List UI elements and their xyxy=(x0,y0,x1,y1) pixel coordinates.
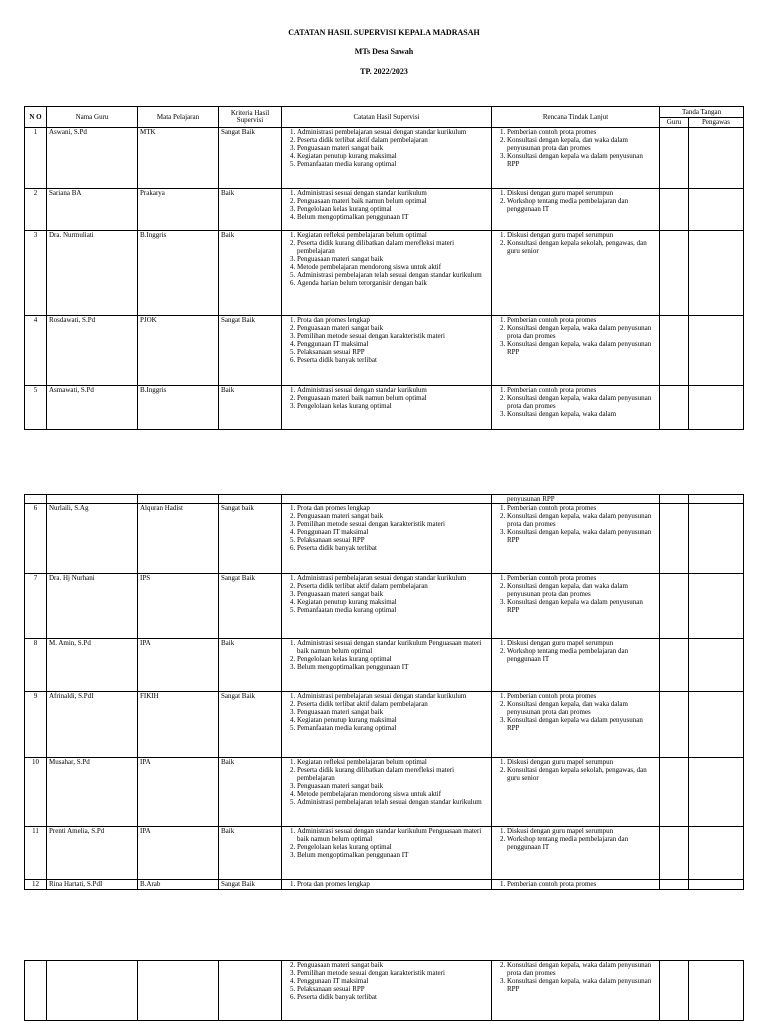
rencana-item: 1. Pemberian contoh prota promes xyxy=(507,504,657,512)
catatan-item: 6. Agenda harian belum terorganisir dengan baik xyxy=(297,279,489,287)
catatan-item: 4. Kegiatan penutup kurang maksimal xyxy=(297,716,489,724)
col-header-nama: Nama Guru xyxy=(47,107,138,128)
kriteria-cell: Sangat Baik xyxy=(219,574,282,639)
rencana-item: 1. Diskusi dengan guru mapel serumpun xyxy=(507,758,657,766)
no-cell: 6 xyxy=(25,504,47,574)
catatan-list xyxy=(284,316,489,364)
catatan-item: 2. Peserta didik kurang dilibatkan dalam merefleksi materi pembelajaran xyxy=(297,239,489,255)
nama-cell: Afrinaldi, S.PdI xyxy=(47,692,138,758)
nama-cell: Sariana BA xyxy=(47,189,138,231)
rencana-item: 1. Pemberian contoh prota promes xyxy=(507,128,657,136)
pengawas-signature-cell xyxy=(689,827,744,880)
school-name: MTs Desa Sawah xyxy=(354,47,414,56)
catatan-item: 4. Belum mengoptimalkan penggunaan IT xyxy=(297,213,489,221)
catatan-item: 2. Penguasaan materi sangat baik xyxy=(297,324,489,332)
catatan-item: 3. Pengelolaan kelas kurang optimal xyxy=(297,205,489,213)
catatan-list xyxy=(284,189,489,221)
guru-signature-cell xyxy=(660,504,689,574)
catatan-item: 3. Pengelolaan kelas kurang optimal xyxy=(297,402,489,410)
mapel-cell: IPA xyxy=(138,827,219,880)
catatan-list xyxy=(284,961,489,1001)
pengawas-signature-cell xyxy=(689,504,744,574)
rencana-item: 3. Konsultasi dengan kepala wa dalam penyusunan RPP xyxy=(507,598,657,614)
kriteria-cell: Sangat baik xyxy=(219,504,282,574)
catatan-item: 2. Peserta didik terlibat aktif dalam pembelajaran xyxy=(297,136,489,144)
pengawas-signature-cell xyxy=(689,880,744,890)
guru-signature-cell xyxy=(660,692,689,758)
kriteria-cell: Baik xyxy=(219,386,282,430)
kriteria-cell: Baik xyxy=(219,758,282,827)
table-row xyxy=(25,880,744,890)
mapel-cell: B.Inggris xyxy=(138,231,219,316)
catatan-item: 4. Penggunaan IT maksimal xyxy=(297,340,489,348)
table-row xyxy=(25,386,744,430)
catatan-item: 1. Administrasi sesuai dengan standar kurikulum xyxy=(297,386,489,394)
catatan-item: 3. Penguasaan materi sangat baik xyxy=(297,590,489,598)
table-row xyxy=(25,504,744,574)
catatan-item: 5. Pelaksanaan sesuai RPP xyxy=(297,985,489,993)
mapel-cell: IPA xyxy=(138,639,219,692)
rencana-item: 2. Konsultasi dengan kepala, waka dalam penyusunan prota dan promes xyxy=(507,961,657,977)
kriteria-cell: Sangat Baik xyxy=(219,880,282,890)
catatan-item: 1. Administrasi sesuai dengan standar kurikulum Penguasaan materi baik namun belum optimal xyxy=(297,827,489,843)
guru-signature-cell xyxy=(660,128,689,189)
rencana-list xyxy=(494,189,657,213)
catatan-item: 5. Administrasi pembelajaran telah sesuai dengan standar kurikulum xyxy=(297,798,489,806)
rencana-list xyxy=(494,692,657,732)
catatan-item: 6. Peserta didik banyak terlibat xyxy=(297,544,489,552)
catatan-item: 4. Kegiatan penutup kurang maksimal xyxy=(297,152,489,160)
rencana-item: 1. Diskusi dengan guru mapel serumpun xyxy=(507,639,657,647)
mapel-cell: FIKIH xyxy=(138,692,219,758)
kriteria-cell: Baik xyxy=(219,231,282,316)
catatan-item: 5. Administrasi pembelajaran telah sesuai dengan standar kurikulum xyxy=(297,271,489,279)
catatan-item: 3. Pemilihan metode sesuai dengan karakteristik materi xyxy=(297,332,489,340)
mapel-cell: B.Inggris xyxy=(138,386,219,430)
catatan-item: 5. Pelaksanaan sesuai RPP xyxy=(297,536,489,544)
col-header-ttd: Tanda Tangan xyxy=(660,107,744,118)
no-cell: 3 xyxy=(25,231,47,316)
no-cell: 7 xyxy=(25,574,47,639)
catatan-list xyxy=(284,827,489,859)
col-header-guru: Guru xyxy=(660,118,689,128)
rencana-item: 2. Konsultasi dengan kepala, dan waka dalam penyusunan prota dan promes xyxy=(507,582,657,598)
pengawas-signature-cell xyxy=(689,639,744,692)
catatan-list xyxy=(284,639,489,671)
rencana-list xyxy=(494,961,657,993)
no-cell: 8 xyxy=(25,639,47,692)
kriteria-cell: Sangat Baik xyxy=(219,316,282,386)
rencana-item: 1. Diskusi dengan guru mapel serumpun xyxy=(507,827,657,835)
catatan-item: 2. Penguasaan materi sangat baik xyxy=(297,961,489,969)
continuation-row xyxy=(25,495,744,504)
rencana-item: 1. Pemberian contoh prota promes xyxy=(507,386,657,394)
catatan-item: 5. Pelaksanaan sesuai RPP xyxy=(297,348,489,356)
catatan-item: 5. Pemanfaatan media kurang optimal xyxy=(297,160,489,168)
catatan-item: 1. Administrasi sesuai dengan standar kurikulum xyxy=(297,189,489,197)
table-row xyxy=(25,128,744,189)
rencana-item: 1. Diskusi dengan guru mapel serumpun xyxy=(507,189,657,197)
catatan-item: 6. Peserta didik banyak terlibat xyxy=(297,993,489,1001)
no-cell: 10 xyxy=(25,758,47,827)
col-header-no: N O xyxy=(25,107,47,128)
supervision-table-page-3 xyxy=(24,960,744,1021)
pengawas-signature-cell xyxy=(689,692,744,758)
catatan-item: 5. Pemanfaatan media kurang optimal xyxy=(297,606,489,614)
supervision-table-page-2 xyxy=(24,494,744,890)
catatan-item: 3. Penguasaan materi sangat baik xyxy=(297,144,489,152)
catatan-item: 1. Kegiatan refleksi pembelajaran belum optimal xyxy=(297,758,489,766)
table-row xyxy=(25,639,744,692)
nama-cell: Rina Hartati, S.PdI xyxy=(47,880,138,890)
rencana-list xyxy=(494,316,657,356)
guru-signature-cell xyxy=(660,316,689,386)
mapel-cell: B.Arab xyxy=(138,880,219,890)
kriteria-cell: Baik xyxy=(219,827,282,880)
catatan-item: 2. Peserta didik kurang dilibatkan dalam merefleksi materi pembelajaran xyxy=(297,766,489,782)
pengawas-signature-cell xyxy=(689,231,744,316)
catatan-item: 4. Kegiatan penutup kurang maksimal xyxy=(297,598,489,606)
rencana-item: 3. Konsultasi dengan kepala, waka dalam penyusunan RPP xyxy=(507,977,657,993)
catatan-item: 3. Penguasaan materi sangat baik xyxy=(297,255,489,263)
kriteria-cell: Baik xyxy=(219,639,282,692)
guru-signature-cell xyxy=(660,880,689,890)
rencana-list xyxy=(494,504,657,544)
catatan-item: 2. Pengelolaan kelas kurang optimal xyxy=(297,843,489,851)
catatan-item: 2. Penguasaan materi baik namun belum optimal xyxy=(297,394,489,402)
guru-signature-cell xyxy=(660,386,689,430)
table-row xyxy=(25,692,744,758)
kriteria-cell: Baik xyxy=(219,189,282,231)
table-row xyxy=(25,231,744,316)
catatan-item: 6. Peserta didik banyak terlibat xyxy=(297,356,489,364)
rencana-item: 3. Konsultasi dengan kepala, waka dalam penyusunan RPP xyxy=(507,528,657,544)
catatan-list xyxy=(284,231,489,287)
mapel-cell: IPA xyxy=(138,758,219,827)
rencana-item: 2. Konsultasi dengan kepala, waka dalam penyusunan prota dan promes xyxy=(507,512,657,528)
catatan-item: 4. Penggunaan IT maksimal xyxy=(297,528,489,536)
rencana-list xyxy=(494,880,657,888)
col-header-rencana: Rencana Tindak Lanjut xyxy=(492,107,660,128)
catatan-item: 2. Penguasaan materi sangat baik xyxy=(297,512,489,520)
rencana-item: 3. Konsultasi dengan kepala wa dalam penyusunan RPP xyxy=(507,152,657,168)
catatan-item: 2. Peserta didik terlibat aktif dalam pembelajaran xyxy=(297,582,489,590)
rencana-item: 2. Workshop tentang media pembelajaran dan penggunaan IT xyxy=(507,835,657,851)
no-cell: 2 xyxy=(25,189,47,231)
table-row xyxy=(25,758,744,827)
catatan-item: 1. Prota dan promes lengkap xyxy=(297,880,489,888)
rencana-item: 3. Konsultasi dengan kepala wa dalam penyusunan RPP xyxy=(507,716,657,732)
nama-cell: Rosdawati, S.Pd xyxy=(47,316,138,386)
no-cell: 4 xyxy=(25,316,47,386)
guru-signature-cell xyxy=(660,189,689,231)
catatan-list xyxy=(284,880,489,888)
catatan-item: 4. Metode pembelajaran mendorong siswa untuk aktif xyxy=(297,263,489,271)
catatan-item: 3. Belum mengoptimalkan penggunaan IT xyxy=(297,663,489,671)
nama-cell: Asmawati, S.Pd xyxy=(47,386,138,430)
catatan-list xyxy=(284,386,489,410)
document-title: CATATAN HASIL SUPERVISI KEPALA MADRASAH xyxy=(288,28,480,37)
table-row xyxy=(25,316,744,386)
catatan-item: 1. Prota dan promes lengkap xyxy=(297,316,489,324)
continued-text: penyusunan RPP xyxy=(507,495,555,503)
mapel-cell: IPS xyxy=(138,574,219,639)
rencana-item: 2. Konsultasi dengan kepala, dan waka dalam penyusunan prota dan promes xyxy=(507,136,657,152)
guru-signature-cell xyxy=(660,231,689,316)
rencana-item: 1. Pemberian contoh prota promes xyxy=(507,316,657,324)
catatan-list xyxy=(284,758,489,806)
rencana-item: 2. Konsultasi dengan kepala, waka dalam penyusunan prota dan promes xyxy=(507,394,657,410)
table-row xyxy=(25,574,744,639)
catatan-list xyxy=(284,504,489,552)
pengawas-signature-cell xyxy=(689,189,744,231)
rencana-list xyxy=(494,386,657,418)
continuation-row-page-3 xyxy=(25,961,744,1021)
col-header-kriteria: Kriteria Hasil Supervisi xyxy=(219,107,282,128)
catatan-item: 5. Pemanfaatan media kurang optimal xyxy=(297,724,489,732)
guru-signature-cell xyxy=(660,639,689,692)
catatan-item: 1. Kegiatan refleksi pembelajaran belum optimal xyxy=(297,231,489,239)
catatan-item: 1. Administrasi pembelajaran sesuai dengan standar kurikulum xyxy=(297,128,489,136)
col-header-catatan: Catatan Hasil Supervisi xyxy=(282,107,492,128)
rencana-item: 2. Konsultasi dengan kepala, waka dalam penyusunan prota dan promes xyxy=(507,324,657,340)
rencana-item: 1. Pemberian contoh prota promes xyxy=(507,574,657,582)
rencana-list xyxy=(494,827,657,851)
rencana-item: 2. Konsultasi dengan kepala sekolah, pengawas, dan guru senior xyxy=(507,239,657,255)
no-cell: 11 xyxy=(25,827,47,880)
catatan-item: 2. Penguasaan materi baik namun belum optimal xyxy=(297,197,489,205)
catatan-item: 4. Penggunaan IT maksimal xyxy=(297,977,489,985)
rencana-item: 1. Pemberian contoh prota promes xyxy=(507,880,657,888)
catatan-item: 1. Administrasi pembelajaran sesuai dengan standar kurikulum xyxy=(297,692,489,700)
catatan-item: 2. Peserta didik terlibat aktif dalam pembelajaran xyxy=(297,700,489,708)
pengawas-signature-cell xyxy=(689,316,744,386)
no-cell: 12 xyxy=(25,880,47,890)
no-cell: 5 xyxy=(25,386,47,430)
pengawas-signature-cell xyxy=(689,386,744,430)
kriteria-cell: Sangat Baik xyxy=(219,128,282,189)
academic-year: TP. 2022/2023 xyxy=(360,67,408,76)
catatan-item: 1. Administrasi sesuai dengan standar kurikulum Penguasaan materi baik namun belum optimal xyxy=(297,639,489,655)
catatan-item: 1. Administrasi pembelajaran sesuai dengan standar kurikulum xyxy=(297,574,489,582)
col-header-pengawas: Pengawas xyxy=(689,118,744,128)
rencana-item: 2. Workshop tentang media pembelajaran dan penggunaan IT xyxy=(507,197,657,213)
pengawas-signature-cell xyxy=(689,574,744,639)
rencana-item: 3. Konsultasi dengan kepala, waka dalam penyusunan RPP xyxy=(507,340,657,356)
pengawas-signature-cell xyxy=(689,128,744,189)
catatan-item: 1. Prota dan promes lengkap xyxy=(297,504,489,512)
no-cell: 1 xyxy=(25,128,47,189)
rencana-item: 3. Konsultasi dengan kepala, waka dalam xyxy=(507,410,657,418)
catatan-item: 2. Pengelolaan kelas kurang optimal xyxy=(297,655,489,663)
catatan-item: 4. Metode pembelajaran mendorong siswa untuk aktif xyxy=(297,790,489,798)
rencana-item: 1. Pemberian contoh prota promes xyxy=(507,692,657,700)
rencana-list xyxy=(494,128,657,168)
rencana-item: 2. Workshop tentang media pembelajaran dan penggunaan IT xyxy=(507,647,657,663)
rencana-list xyxy=(494,639,657,663)
nama-cell: M. Amin, S.Pd xyxy=(47,639,138,692)
catatan-item: 3. Pemilihan metode sesuai dengan karakteristik materi xyxy=(297,969,489,977)
rencana-list xyxy=(494,574,657,614)
mapel-cell: Alquran Hadist xyxy=(138,504,219,574)
rencana-list xyxy=(494,758,657,782)
rencana-item: 2. Konsultasi dengan kepala sekolah, pengawas, dan guru senior xyxy=(507,766,657,782)
guru-signature-cell xyxy=(660,758,689,827)
catatan-list xyxy=(284,128,489,168)
guru-signature-cell xyxy=(660,574,689,639)
rencana-item: 2. Konsultasi dengan kepala, dan waka dalam penyusunan prota dan promes xyxy=(507,700,657,716)
no-cell: 9 xyxy=(25,692,47,758)
catatan-item: 3. Penguasaan materi sangat baik xyxy=(297,708,489,716)
nama-cell: Musahar, S.Pd xyxy=(47,758,138,827)
rencana-list xyxy=(494,231,657,255)
guru-signature-cell xyxy=(660,827,689,880)
catatan-item: 3. Penguasaan materi sangat baik xyxy=(297,782,489,790)
nama-cell: Dra. Nurmuliati xyxy=(47,231,138,316)
mapel-cell: MTK xyxy=(138,128,219,189)
nama-cell: Dra. Hj Nurhani xyxy=(47,574,138,639)
table-row xyxy=(25,827,744,880)
catatan-list xyxy=(284,574,489,614)
table-row xyxy=(25,189,744,231)
mapel-cell: PJOK xyxy=(138,316,219,386)
supervision-table-page-1 xyxy=(24,106,744,430)
nama-cell: Aswani, S.Pd xyxy=(47,128,138,189)
rencana-item: 1. Diskusi dengan guru mapel serumpun xyxy=(507,231,657,239)
nama-cell: Prenti Amelia, S.Pd xyxy=(47,827,138,880)
mapel-cell: Prakarya xyxy=(138,189,219,231)
pengawas-signature-cell xyxy=(689,758,744,827)
catatan-item: 3. Belum mengoptimalkan penggunaan IT xyxy=(297,851,489,859)
col-header-mapel: Mata Pelajaran xyxy=(138,107,219,128)
kriteria-cell: Sangat Baik xyxy=(219,692,282,758)
nama-cell: Nurlaili, S.Ag xyxy=(47,504,138,574)
catatan-list xyxy=(284,692,489,732)
catatan-item: 3. Pemilihan metode sesuai dengan karakteristik materi xyxy=(297,520,489,528)
